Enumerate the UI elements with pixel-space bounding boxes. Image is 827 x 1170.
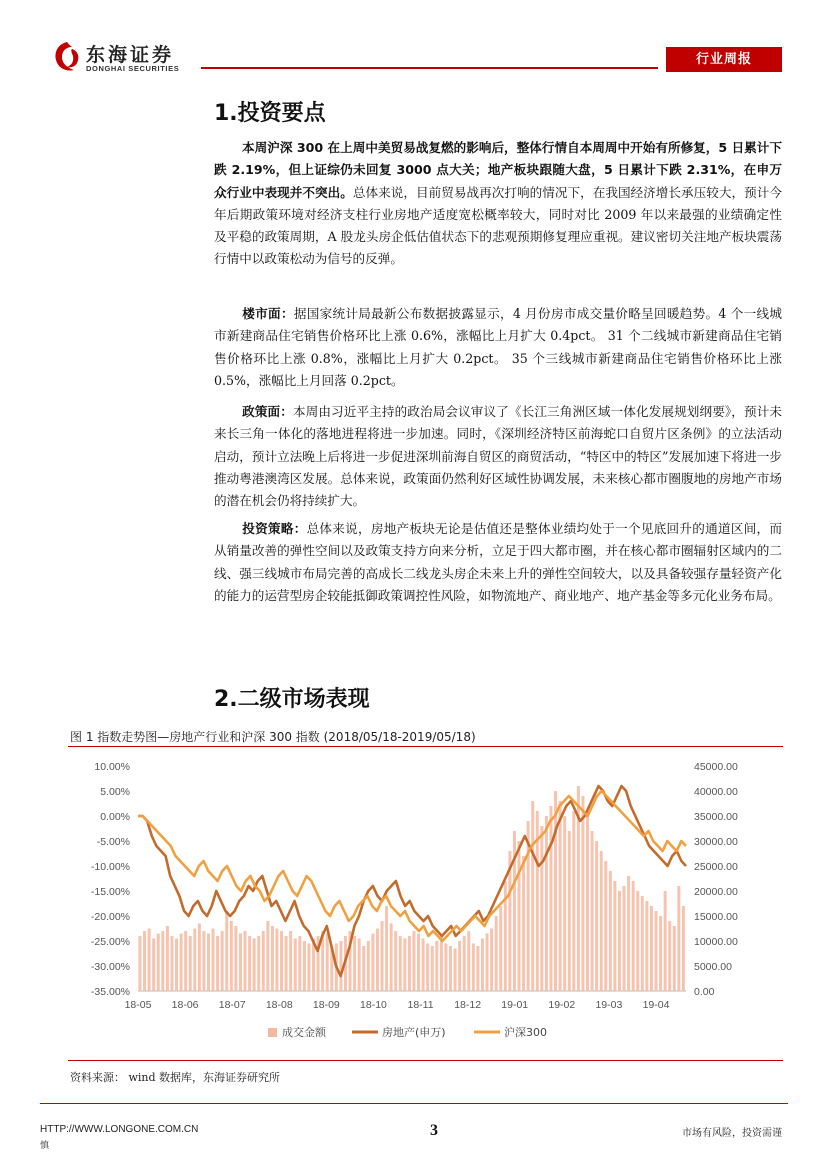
turnover-bar bbox=[266, 921, 269, 991]
left-axis-tick-label: -25.00% bbox=[90, 936, 130, 948]
turnover-bar bbox=[152, 939, 155, 992]
turnover-bar bbox=[659, 916, 662, 991]
turnover-bar bbox=[280, 931, 283, 991]
turnover-bar bbox=[262, 931, 265, 991]
x-axis-tick-label: 18-10 bbox=[360, 999, 387, 1011]
turnover-bar bbox=[257, 936, 260, 991]
figure-top-rule bbox=[68, 746, 783, 747]
section-heading-investment-points: 1.投资要点 bbox=[214, 101, 326, 126]
turnover-bar bbox=[545, 816, 548, 991]
turnover-bar bbox=[303, 941, 306, 991]
turnover-bar bbox=[225, 911, 228, 991]
legend-label: 房地产(申万) bbox=[382, 1026, 446, 1039]
turnover-bar bbox=[399, 936, 402, 991]
turnover-bar bbox=[230, 921, 233, 991]
turnover-bar bbox=[244, 931, 247, 991]
turnover-bar bbox=[417, 934, 420, 992]
turnover-bar bbox=[550, 806, 553, 991]
left-axis-tick-label: -5.00% bbox=[96, 836, 130, 848]
left-axis-tick-label: 5.00% bbox=[100, 786, 130, 798]
turnover-bar bbox=[207, 934, 210, 992]
turnover-bar bbox=[609, 871, 612, 991]
turnover-bar bbox=[613, 881, 616, 991]
turnover-bar bbox=[298, 936, 301, 991]
left-axis-tick-label: -30.00% bbox=[90, 961, 130, 973]
property-market-label: 楼市面： bbox=[242, 306, 294, 321]
turnover-bar bbox=[586, 811, 589, 991]
turnover-bar bbox=[563, 816, 566, 991]
right-axis-tick-label: 25000.00 bbox=[694, 861, 738, 873]
turnover-bar bbox=[449, 946, 452, 991]
turnover-bar bbox=[591, 831, 594, 991]
section-heading-secondary-market: 2.二级市场表现 bbox=[214, 687, 370, 712]
turnover-bar bbox=[481, 939, 484, 992]
summary-text: 总体来说，目前贸易战再次打响的情况下，在我国经济增长承压较大，预计今年后期政策环境对经济支柱行业房地产适度宽松概率较大，同时对比 2009 年以来最强的业绩确定性及平稳的政策周期，A 股龙头房企低估值状态下的悲观预期修复理应重视。建议密切关注地产板块震荡行情中以政策松动为信号的反弹。 bbox=[214, 184, 783, 267]
paragraph-property-market bbox=[214, 303, 782, 392]
footer-wrapped-char: 慎 bbox=[40, 1141, 50, 1151]
turnover-bar bbox=[394, 931, 397, 991]
summary-bold-text: 本周沪深 300 在上周中美贸易战复燃的影响后，整体行情自本周周中开始有所修复，5 日累计下跌 2.19%，但上证综仍未回复 3000 点大关；地产板块跟随大盘，5 日累计下跌 2.31%，在申万众行业中表现并不突出。 bbox=[214, 140, 782, 200]
policy-text: 本周由习近平主持的政治局会议审议了《长江三角洲区域一体化发展规划纲要》，预计未来长三角一体化的落地进程将进一步加速。同时，《深圳经济特区前海蛇口自贸片区条例》的立法活动启动，预计立法晚上后将进一步促进深圳前海自贸区的商贸活动，“特区中的特区”发展加速下将进一步推动粤港澳湾区发展。总体来说，政策面仍然利好区域性协调发展，未来核心都市圈腹地的房地产市场的潜在机会仍将持续扩大。 bbox=[214, 404, 783, 509]
turnover-bar bbox=[253, 939, 256, 992]
x-axis-tick-label: 18-06 bbox=[171, 999, 199, 1011]
x-axis-tick-label: 19-01 bbox=[501, 999, 529, 1011]
turnover-bar bbox=[339, 941, 342, 991]
turnover-bar bbox=[408, 936, 411, 991]
turnover-bar bbox=[618, 891, 621, 991]
turnover-bar bbox=[581, 796, 584, 991]
turnover-bar bbox=[139, 936, 142, 991]
real-estate-index-line bbox=[138, 786, 686, 976]
turnover-bar bbox=[682, 906, 685, 991]
turnover-bar bbox=[166, 926, 169, 991]
left-axis-tick-label: 10.00% bbox=[94, 761, 130, 773]
turnover-bar bbox=[362, 946, 365, 991]
turnover-bar bbox=[216, 936, 219, 991]
turnover-bar bbox=[604, 861, 607, 991]
footer-rule bbox=[40, 1103, 788, 1104]
strategy-label: 投资策略： bbox=[242, 521, 307, 536]
turnover-bar bbox=[623, 886, 626, 991]
turnover-bar bbox=[161, 931, 164, 991]
x-axis-tick-label: 18-09 bbox=[312, 999, 340, 1011]
paragraph-summary bbox=[214, 137, 782, 271]
turnover-bar bbox=[636, 891, 639, 991]
csi300-index-line bbox=[138, 791, 686, 941]
turnover-bar bbox=[353, 936, 356, 991]
turnover-bar bbox=[175, 939, 178, 992]
left-axis-tick-label: -15.00% bbox=[90, 886, 130, 898]
x-axis-tick-label: 19-02 bbox=[548, 999, 576, 1011]
right-axis-tick-label: 30000.00 bbox=[694, 836, 738, 848]
turnover-bar bbox=[495, 916, 498, 991]
turnover-bar bbox=[403, 939, 406, 992]
turnover-bar bbox=[490, 929, 493, 992]
footer-url[interactable]: HTTP://WWW.LONGONE.COM.CN bbox=[40, 1124, 199, 1135]
turnover-bar bbox=[627, 876, 630, 991]
left-axis-tick-label: 0.00% bbox=[100, 811, 130, 823]
turnover-bar bbox=[390, 924, 393, 992]
right-axis-tick-label: 45000.00 bbox=[694, 761, 738, 773]
legend-label: 沪深300 bbox=[504, 1026, 547, 1039]
turnover-bar bbox=[454, 949, 457, 992]
turnover-bar bbox=[307, 944, 310, 992]
turnover-bar bbox=[143, 931, 146, 991]
right-axis-tick-label: 40000.00 bbox=[694, 786, 738, 798]
turnover-bar bbox=[184, 931, 187, 991]
turnover-bar bbox=[435, 941, 438, 991]
company-logo bbox=[52, 38, 194, 78]
turnover-bar bbox=[413, 931, 416, 991]
turnover-bar bbox=[193, 929, 196, 992]
x-axis-tick-label: 18-07 bbox=[218, 999, 246, 1011]
legend-swatch-turnover bbox=[268, 1028, 277, 1037]
turnover-bar bbox=[285, 936, 288, 991]
turnover-bar bbox=[444, 944, 447, 992]
turnover-bar bbox=[458, 941, 461, 991]
turnover-bar bbox=[467, 931, 470, 991]
turnover-bar bbox=[358, 939, 361, 992]
property-market-text: 据国家统计局最新公布数据披露显示，4 月份房市成交量价略呈回暖趋势。4 个一线城市新建商品住宅销售价格环比上涨 0.6%，涨幅比上月扩大 0.4pct。 31 个二线城市新建商品住宅销售价格环比上涨 0.8%，涨幅比上月扩大 0.2pct。 35 个三线城市新建商品住宅销售价格环比上涨 0.5%，涨幅比上月回落 0.2pct。 bbox=[214, 306, 782, 388]
turnover-bar bbox=[326, 934, 329, 992]
turnover-bar bbox=[632, 881, 635, 991]
turnover-bar bbox=[367, 941, 370, 991]
turnover-bar bbox=[518, 841, 521, 991]
right-axis-tick-label: 35000.00 bbox=[694, 811, 738, 823]
turnover-bar bbox=[239, 934, 242, 992]
turnover-bar bbox=[572, 811, 575, 991]
turnover-bar bbox=[294, 939, 297, 992]
turnover-bar bbox=[650, 906, 653, 991]
x-axis-tick-label: 18-05 bbox=[124, 999, 152, 1011]
turnover-bar bbox=[385, 906, 388, 991]
turnover-bar bbox=[276, 929, 279, 992]
strategy-text: 总体来说，房地产板块无论是估值还是整体业绩均处于一个见底回升的通道区间，而从销量改善的弹性空间以及政策支持方向来分析，立足于四大都市圈，并在核心都市圈辐射区域内的二线、强三线城市布局完善的高成长二线龙头房企未来上升的弹性空间较大，以及具备较强存量轻资产化的能力的运营型房企较能抵御政策调控性风险，如物流地产、商业地产、地产基金等多元化业务布局。 bbox=[214, 521, 783, 603]
turnover-bar bbox=[463, 936, 466, 991]
turnover-bar bbox=[531, 801, 534, 991]
turnover-bar bbox=[440, 936, 443, 991]
turnover-bar bbox=[600, 851, 603, 991]
report-type-badge: 行业周报 bbox=[666, 47, 782, 72]
turnover-bar bbox=[212, 929, 215, 992]
turnover-bar bbox=[568, 831, 571, 991]
header-rule bbox=[201, 67, 658, 69]
x-axis-tick-label: 18-12 bbox=[454, 999, 482, 1011]
turnover-bar bbox=[559, 801, 562, 991]
x-axis-tick-label: 18-11 bbox=[407, 999, 434, 1011]
figure-bottom-rule bbox=[68, 1060, 783, 1061]
turnover-bar bbox=[371, 934, 374, 992]
turnover-bar bbox=[476, 946, 479, 991]
turnover-bar bbox=[381, 921, 384, 991]
turnover-bar bbox=[271, 926, 274, 991]
logo-chinese-text: 东海证券 bbox=[86, 44, 175, 66]
turnover-bar bbox=[248, 936, 251, 991]
figure-title: 图 1 指数走势图—房地产行业和沪深 300 指数 (2018/05/18-2019/05/18) bbox=[70, 730, 476, 744]
x-axis-tick-label: 19-04 bbox=[642, 999, 670, 1011]
turnover-bar bbox=[431, 946, 434, 991]
paragraph-strategy bbox=[214, 518, 782, 607]
turnover-bar bbox=[673, 926, 676, 991]
legend-label: 成交金额 bbox=[282, 1026, 326, 1039]
right-axis-tick-label: 0.00 bbox=[694, 986, 715, 998]
x-axis-tick-label: 19-03 bbox=[595, 999, 623, 1011]
paragraph-policy bbox=[214, 401, 782, 512]
left-axis-tick-label: -35.00% bbox=[90, 986, 130, 998]
turnover-bar bbox=[221, 931, 224, 991]
right-axis-tick-label: 10000.00 bbox=[694, 936, 738, 948]
logo-english-text: DONGHAI SECURITIES bbox=[86, 64, 180, 73]
index-trend-chart bbox=[68, 748, 783, 1060]
turnover-bar bbox=[289, 931, 292, 991]
turnover-bar bbox=[664, 891, 667, 991]
turnover-bar bbox=[645, 901, 648, 991]
right-axis-tick-label: 5000.00 bbox=[694, 961, 732, 973]
turnover-bar bbox=[522, 856, 525, 991]
turnover-bar bbox=[198, 924, 201, 992]
turnover-bar bbox=[157, 934, 160, 992]
turnover-bar bbox=[180, 934, 183, 992]
turnover-bar bbox=[668, 921, 671, 991]
turnover-bar bbox=[677, 886, 680, 991]
turnover-bar bbox=[202, 931, 205, 991]
turnover-bar bbox=[422, 939, 425, 992]
right-axis-tick-label: 20000.00 bbox=[694, 886, 738, 898]
turnover-bar bbox=[170, 936, 173, 991]
turnover-bar bbox=[472, 944, 475, 992]
policy-label: 政策面： bbox=[242, 404, 293, 419]
dragon-logo-icon bbox=[52, 40, 82, 74]
x-axis-tick-label: 18-08 bbox=[265, 999, 293, 1011]
left-axis-tick-label: -20.00% bbox=[90, 911, 130, 923]
turnover-bar bbox=[655, 911, 658, 991]
turnover-bar bbox=[376, 929, 379, 992]
turnover-bar bbox=[426, 944, 429, 992]
turnover-bar bbox=[148, 929, 151, 992]
risk-disclaimer: 市场有风险，投资需谨 bbox=[682, 1128, 782, 1139]
turnover-bar bbox=[554, 791, 557, 991]
turnover-bar bbox=[595, 841, 598, 991]
figure-source: 资料来源： wind 数据库，东海证券研究所 bbox=[70, 1071, 281, 1084]
page-number: 3 bbox=[430, 1122, 438, 1139]
turnover-bar bbox=[234, 926, 237, 991]
turnover-bar bbox=[499, 906, 502, 991]
turnover-bar bbox=[641, 896, 644, 991]
turnover-bar bbox=[189, 936, 192, 991]
turnover-bar bbox=[486, 934, 489, 992]
turnover-bar bbox=[540, 826, 543, 991]
left-axis-tick-label: -10.00% bbox=[90, 861, 130, 873]
right-axis-tick-label: 15000.00 bbox=[694, 911, 738, 923]
